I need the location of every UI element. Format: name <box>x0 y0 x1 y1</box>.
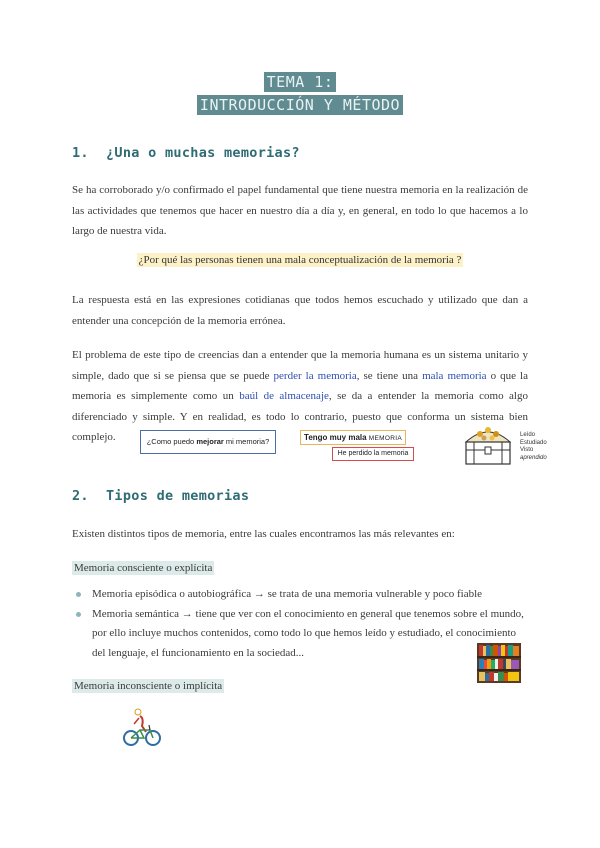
memory-types-list <box>72 585 532 663</box>
section-1-title: ¿Una o muchas memorias? <box>106 145 300 161</box>
link-perder-memoria[interactable]: perder la memoria <box>273 369 357 382</box>
key-question <box>0 254 600 266</box>
section-2-number: 2. <box>72 488 89 504</box>
subheading-explicit-memory: Memoria consciente o explícita <box>74 562 213 574</box>
list-item: Memoria semántica → tiene que ver con el conocimiento en general que tenemos sobre el mundo, por ello incluye muchos contenidos, como todo lo que hemos leído y estudiado, el conocimiento del lenguaje, el funcionamiento en la sociedad... <box>72 605 532 664</box>
link-baul-almacenaje[interactable]: baúl de almacenaje <box>239 390 329 402</box>
section-1-number: 1. <box>72 145 89 161</box>
bullet-icon <box>76 612 81 617</box>
list-item: Memoria episódica o autobiográfica → se trata de una memoria vulnerable y poco fiable <box>72 585 532 605</box>
subheading-implicit-memory: Memoria inconsciente o implícita <box>74 680 223 692</box>
link-mala-memoria[interactable]: mala memoria <box>422 369 487 382</box>
figure-box-mala-memoria: Tengo muy mala MEMORIA <box>300 430 406 445</box>
section-1-paragraph-1: Se ha corroborado y/o confirmado el papel fundamental que tiene nuestra memoria en la realización de las actividades que tenemos que hacer en nuestro día a día y, en general, en todo lo que hacemos a lo largo de nuestra vida. <box>72 184 528 237</box>
title-line-2: INTRODUCCIÓN Y MÉTODO <box>197 95 403 115</box>
key-question-text: ¿Por qué las personas tienen una mala conceptualización de la memoria ? <box>138 254 462 266</box>
bicycle-image <box>122 706 162 748</box>
section-2-intro: Existen distintos tipos de memoria, entre las cuales encontramos las más relevantes en: <box>72 528 455 540</box>
bookshelf-image <box>477 643 521 683</box>
figure-box-mejorar: ¿Como puedo mejorar mi memoria? <box>140 430 276 454</box>
chest-labels: Leído Estudiado Visto aprendido <box>520 432 547 461</box>
section-2-heading <box>72 488 249 504</box>
section-2-title: Tipos de memorias <box>106 488 250 504</box>
section-1-paragraph-2: La respuesta está en las expresiones cotidianas que todos hemos escuchado y utilizado que dan a entender una concepción de la memoria errónea. <box>72 294 528 327</box>
title-line-1: TEMA 1: <box>264 72 337 92</box>
treasure-chest-image <box>462 420 514 468</box>
document-title <box>0 72 600 115</box>
section-1-paragraph-3: El problema de este tipo de creencias dan a entender que la memoria humana es un sistema unitario y simple, dado que si se piensa que se puede perder la memoria, se tiene una mala memoria o que la memoria es simplemente como un baúl de almacenaje, se da a entender la memoria como algo diferenciado y simple. Y en realidad, es todo lo contrario, puesto que conforma un sistema bien complejo. <box>72 349 528 443</box>
bullet-icon <box>76 592 81 597</box>
section-1-heading <box>72 145 300 161</box>
figure-box-perdido: He perdido la memoria <box>332 447 414 461</box>
